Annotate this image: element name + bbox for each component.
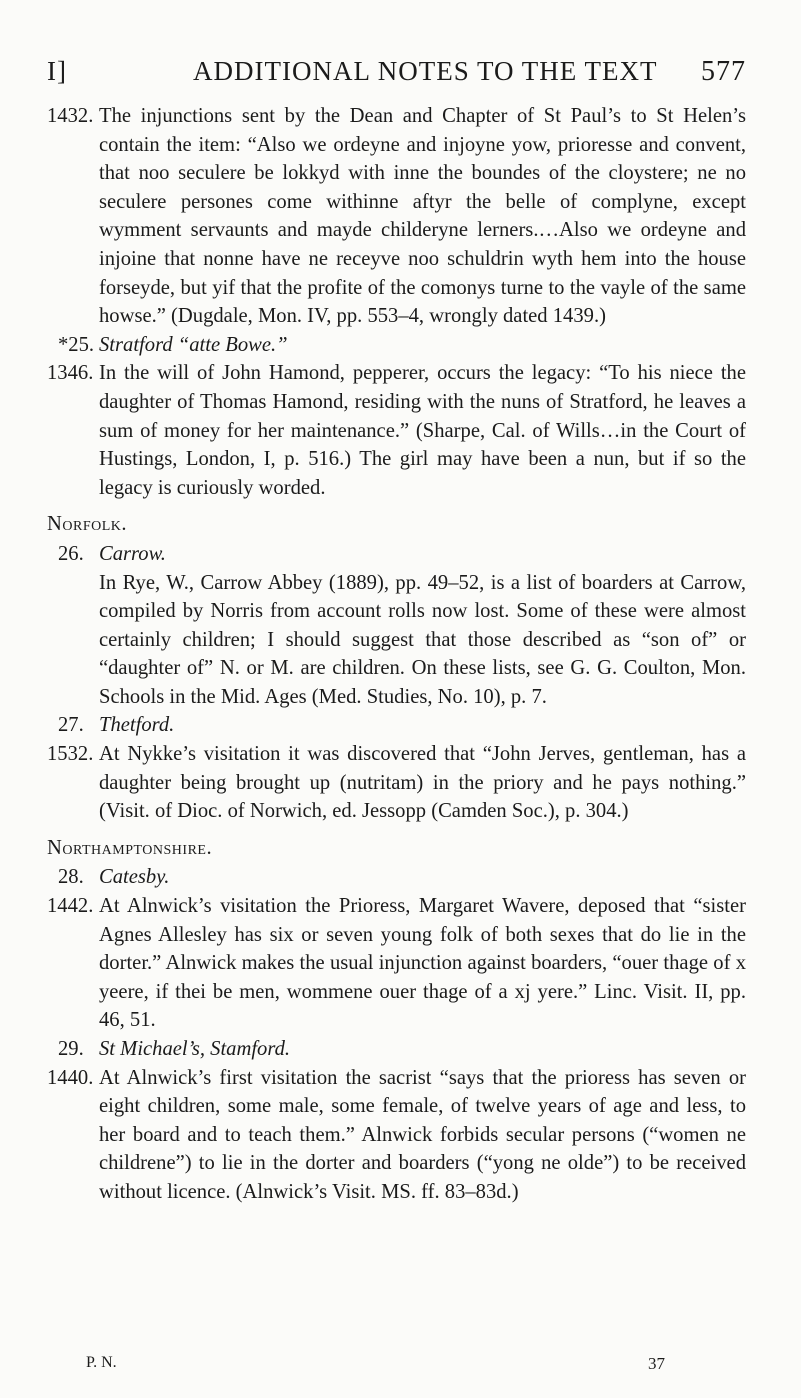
entry-label: 26. [58, 542, 84, 565]
note-entry-1346 [47, 359, 746, 502]
running-header [47, 56, 746, 96]
entry-label: 1346. [47, 362, 94, 385]
house-heading: Carrow. [99, 542, 166, 565]
entry-text: At Nykke’s visitation it was discovered that “John Jerves, gentleman, has a daughter being brought up (nutritam) in the priory and he pays nothing.” (Visit. of Dioc. of Norwich, ed. Jessopp (Camden Soc.), p. 304.) [99, 743, 746, 823]
entry-label: 29. [58, 1038, 84, 1060]
entry-text: At Alnwick’s first visitation the sacrist “says that the prioress has seven or eight children, some male, some female, of twelve years of age and less, to her board and to teach them.” Alnwick forbids secular persons (“women ne childrene”) to lie in the dorter and boarders (“yong ne olde”) to be received without licence. (Alnwick’s Visit. MS. ff. 83–83d.) [99, 1066, 746, 1203]
note-entry-1440 [47, 1064, 746, 1207]
signature-number: 37 [648, 1354, 665, 1373]
heading-29-stamford [47, 1035, 746, 1064]
signature-mark: P. N. [86, 1354, 117, 1371]
heading-25-stratford [47, 331, 746, 360]
county-heading-northamptonshire: Northamptonshire. [47, 836, 213, 859]
entry-label: 1532. [47, 743, 94, 766]
house-heading: Stratford “atte Bowe.” [99, 333, 288, 356]
house-heading: Catesby. [99, 866, 170, 889]
house-heading: Thetford. [99, 714, 175, 737]
page-footer [86, 1354, 665, 1378]
note-entry-1442 [47, 892, 746, 1035]
note-entry-1532 [47, 740, 746, 826]
section-marker: I] [47, 56, 67, 86]
note-entry-1432 [47, 102, 746, 331]
running-title: ADDITIONAL NOTES TO THE TEXT [193, 56, 658, 86]
entry-label: 1432. [47, 105, 94, 127]
entry-label: 28. [58, 866, 84, 889]
county-heading-norfolk: Norfolk. [47, 513, 128, 536]
house-heading: St Michael’s, Stamford. [99, 1038, 291, 1060]
page-number: 577 [701, 56, 746, 87]
heading-26-carrow [47, 540, 746, 569]
entry-text: In Rye, W., Carrow Abbey (1889), pp. 49–52, is a list of boarders at Carrow, compiled by Norris from account rolls now lost. Some of these were almost certainly children; I should suggest that those described as “son of” or “daughter of” N. or M. are children. On these lists, see G. G. Coulton, Mon. Schools in the Mid. Ages (Med. Studies, No. 10), p. 7. [99, 571, 746, 708]
entry-text: In the will of John Hamond, pepperer, occurs the legacy: “To his niece the daughter of Thomas Hamond, residing with the nuns of Stratford, he leaves a sum of money for her maintenance.” (Sharpe, Cal. of Wills…in the Court of Hustings, London, I, p. 516.) The girl may have been a nun, but if so the legacy is curiously worded. [99, 362, 746, 499]
entry-text: At Alnwick’s visitation the Prioress, Margaret Wavere, deposed that “sister Agnes Allesley has six or seven young folk of both sexes that do lie in the dorter.” Alnwick makes the usual injunction against boarders, “ouer thage of x yeere, if thei be men, wommene ouer thage of a xj yere.” Linc. Visit. II, pp. 46, 51. [99, 895, 746, 1032]
note-entry-carrow [47, 569, 746, 712]
entry-text: The injunctions sent by the Dean and Chapter of St Paul’s to St Helen’s contain the item: “Also we ordeyne and injoyne yow, prioresse and convent, that noo seculere be lokkyd with inne the boundes of the cloystere; ne no seculere persones come withinne aftyr the belle of complyne, except wymment servaunts and mayde childeryne lerners.…Also we ordeyne and injoine that nonne have ne receyve noo schuldrin wyth hem into the house forseyde, but yif that the profite of the comonys turne to the vayle of the same howse.” (Dugdale, Mon. IV, pp. 553–4, wrongly dated 1439.) [99, 105, 746, 328]
heading-27-thetford [47, 711, 746, 740]
entry-label: *25. [58, 333, 95, 356]
notes-body [47, 102, 746, 1207]
entry-label: 27. [58, 714, 84, 737]
entry-label: 1440. [47, 1066, 94, 1089]
heading-28-catesby [47, 863, 746, 892]
entry-label: 1442. [47, 895, 94, 918]
